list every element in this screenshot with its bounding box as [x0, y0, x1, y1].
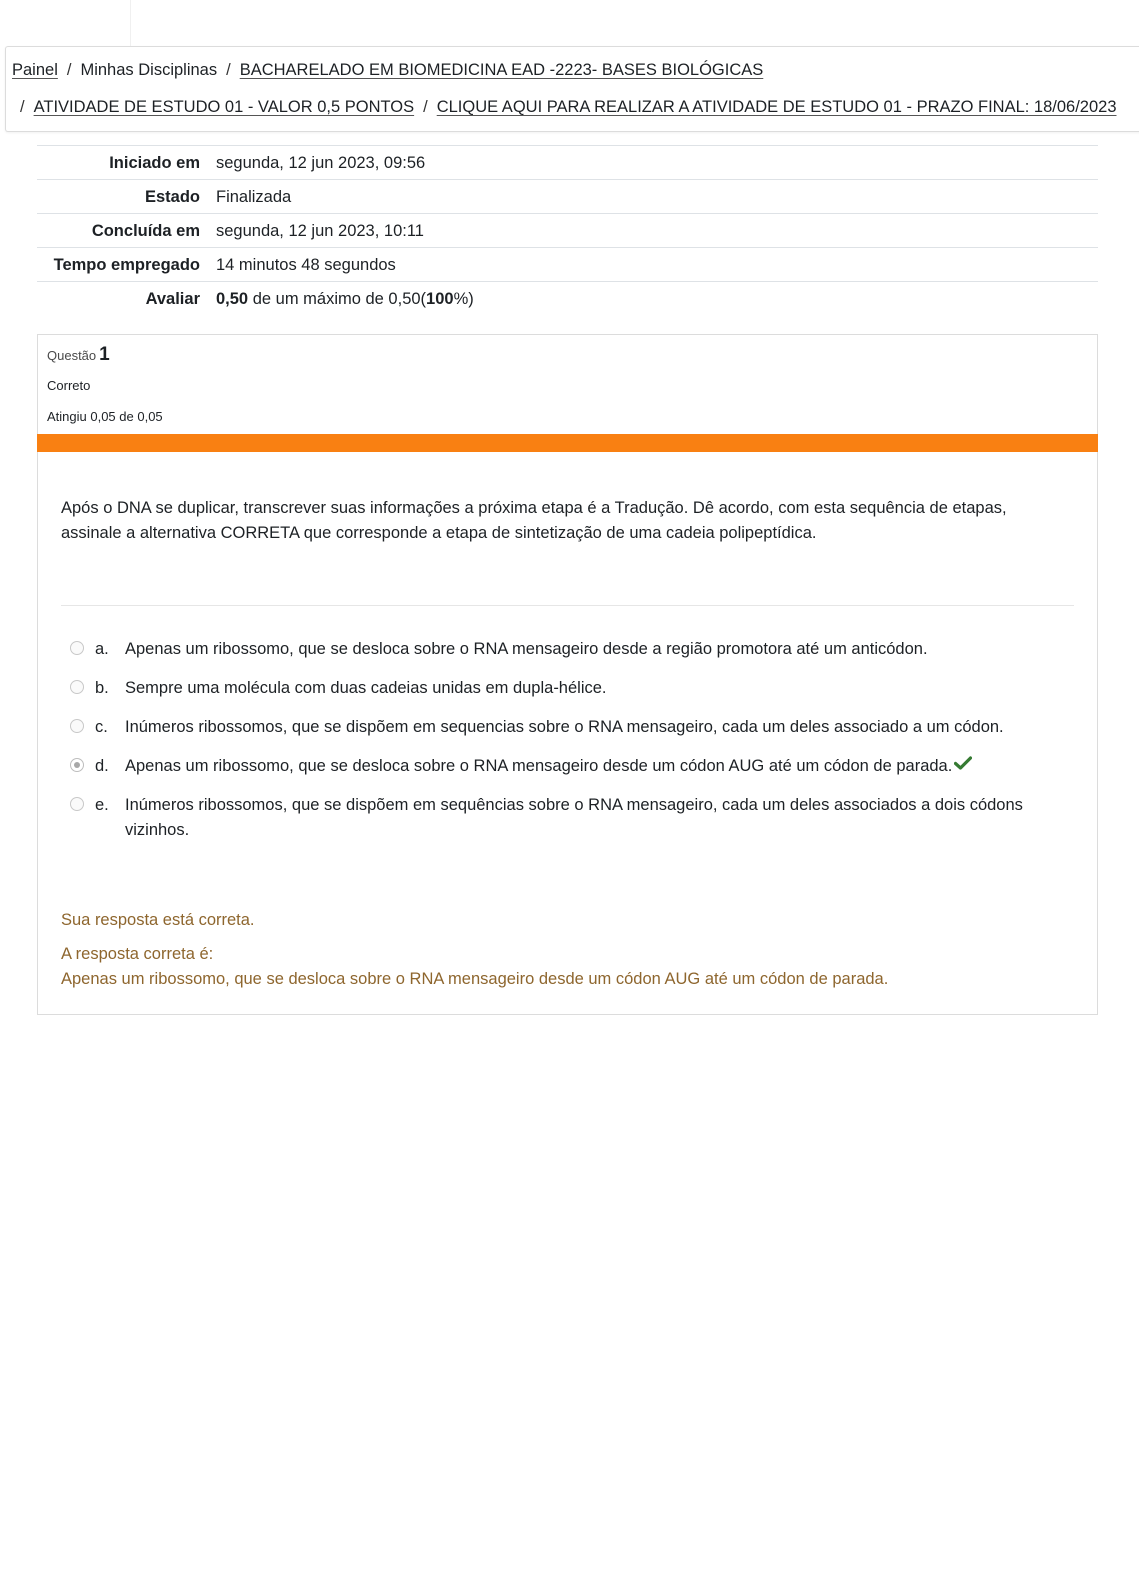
- breadcrumb-activity-link[interactable]: ATIVIDADE DE ESTUDO 01 - VALOR 0,5 PONTOS: [33, 98, 415, 116]
- breadcrumb-quiz-link[interactable]: CLIQUE AQUI PARA REALIZAR A ATIVIDADE DE ESTUDO 01 - PRAZO FINAL: 18/06/2023: [436, 98, 1117, 116]
- answer-letter: c.: [95, 718, 108, 736]
- started-value: segunda, 12 jun 2023, 09:56: [216, 154, 426, 172]
- radio-d-selected[interactable]: [70, 758, 84, 772]
- breadcrumb-separator: /: [66, 61, 72, 79]
- breadcrumb-painel-link[interactable]: Painel: [12, 61, 58, 79]
- breadcrumb-minhas-disciplinas: Minhas Disciplinas: [80, 61, 218, 79]
- breadcrumb-line-1: [12, 61, 763, 80]
- top-strip: [0, 0, 1139, 46]
- answer-letter: e.: [95, 796, 109, 814]
- question-label: Questão: [47, 348, 97, 363]
- question-divider: [61, 605, 1074, 606]
- completed-value: segunda, 12 jun 2023, 10:11: [216, 222, 424, 240]
- answer-text: Sempre uma molécula com duas cadeias unidas em dupla-hélice.: [125, 679, 607, 697]
- answer-text: Apenas um ribossomo, que se desloca sobre o RNA mensageiro desde a região promotora até um anticódon.: [125, 640, 928, 658]
- answer-text: Apenas um ribossomo, que se desloca sobre o RNA mensageiro desde um códon AUG até um códon de parada.: [125, 757, 953, 775]
- grade-label: Avaliar: [145, 290, 200, 308]
- breadcrumb-separator: /: [20, 98, 25, 116]
- grade-value: [216, 282, 1098, 316]
- right-answer-text: Apenas um ribossomo, que se desloca sobre o RNA mensageiro desde um códon AUG até um códon de parada.: [61, 970, 889, 988]
- breadcrumb: [5, 46, 1139, 132]
- question-state: Correto: [47, 378, 91, 393]
- radio-a[interactable]: [70, 641, 84, 655]
- summary-row-grade: [37, 282, 1098, 316]
- breadcrumb-course-link[interactable]: BACHARELADO EM BIOMEDICINA EAD -2223- BASES BIOLÓGICAS: [239, 61, 764, 79]
- question-number-value: 1: [99, 344, 110, 365]
- grade-end: %): [453, 290, 474, 308]
- summary-row-state: [37, 180, 1098, 214]
- answer-option-c[interactable]: [69, 715, 1069, 740]
- answer-text: Inúmeros ribossomos, que se dispõem em sequencias sobre o RNA mensageiro, cada um deles associado a um códon.: [125, 718, 1004, 736]
- answer-letter: b.: [95, 679, 109, 697]
- answer-text: Inúmeros ribossomos, que se dispõem em sequências sobre o RNA mensageiro, cada um deles associados a dois códons vizinhos.: [125, 796, 1023, 839]
- grade-score: 0,50: [216, 290, 249, 308]
- time-label: Tempo empregado: [53, 256, 200, 274]
- answer-option-a[interactable]: [69, 637, 1069, 662]
- summary-row-completed: [37, 214, 1098, 248]
- radio-b[interactable]: [70, 680, 84, 694]
- answer-option-d[interactable]: [69, 754, 1069, 779]
- summary-row-time: [37, 248, 1098, 282]
- grade-percent: 100: [426, 290, 454, 308]
- time-value: 14 minutos 48 segundos: [216, 256, 396, 274]
- attempt-summary-table: [37, 145, 1098, 315]
- question-text: Após o DNA se duplicar, transcrever suas informações a próxima etapa é a Tradução. Dê acordo, com esta sequência de etapas, assinale a alternativa CORRETA que corresponde a etapa de sintetização de uma cadeia polipeptídica.: [61, 499, 1007, 542]
- answer-list: [69, 637, 1069, 857]
- breadcrumb-line-2: [20, 98, 1117, 117]
- question-card: [37, 334, 1098, 1015]
- answer-letter: a.: [95, 640, 109, 658]
- radio-e[interactable]: [70, 797, 84, 811]
- feedback-correct: Sua resposta está correta.: [61, 911, 255, 929]
- right-answer-label: A resposta correta é:: [61, 945, 214, 963]
- breadcrumb-separator: /: [226, 61, 231, 79]
- question-header-bar: [37, 434, 1098, 452]
- question-grade: Atingiu 0,05 de 0,05: [47, 409, 163, 424]
- answer-letter: d.: [95, 757, 109, 775]
- question-feedback: [61, 908, 1061, 992]
- radio-c[interactable]: [70, 719, 84, 733]
- question-number: [47, 344, 110, 366]
- summary-row-started: [37, 146, 1098, 180]
- answer-option-b[interactable]: [69, 676, 1069, 701]
- completed-label: Concluída em: [91, 222, 200, 240]
- started-label: Iniciado em: [109, 154, 200, 172]
- check-icon: [954, 756, 972, 770]
- breadcrumb-separator: /: [423, 98, 428, 116]
- state-value: Finalizada: [216, 188, 292, 206]
- answer-option-e[interactable]: [69, 793, 1069, 843]
- grade-mid: de um máximo de 0,50(: [248, 290, 427, 308]
- top-divider: [130, 0, 131, 46]
- state-label: Estado: [144, 188, 200, 206]
